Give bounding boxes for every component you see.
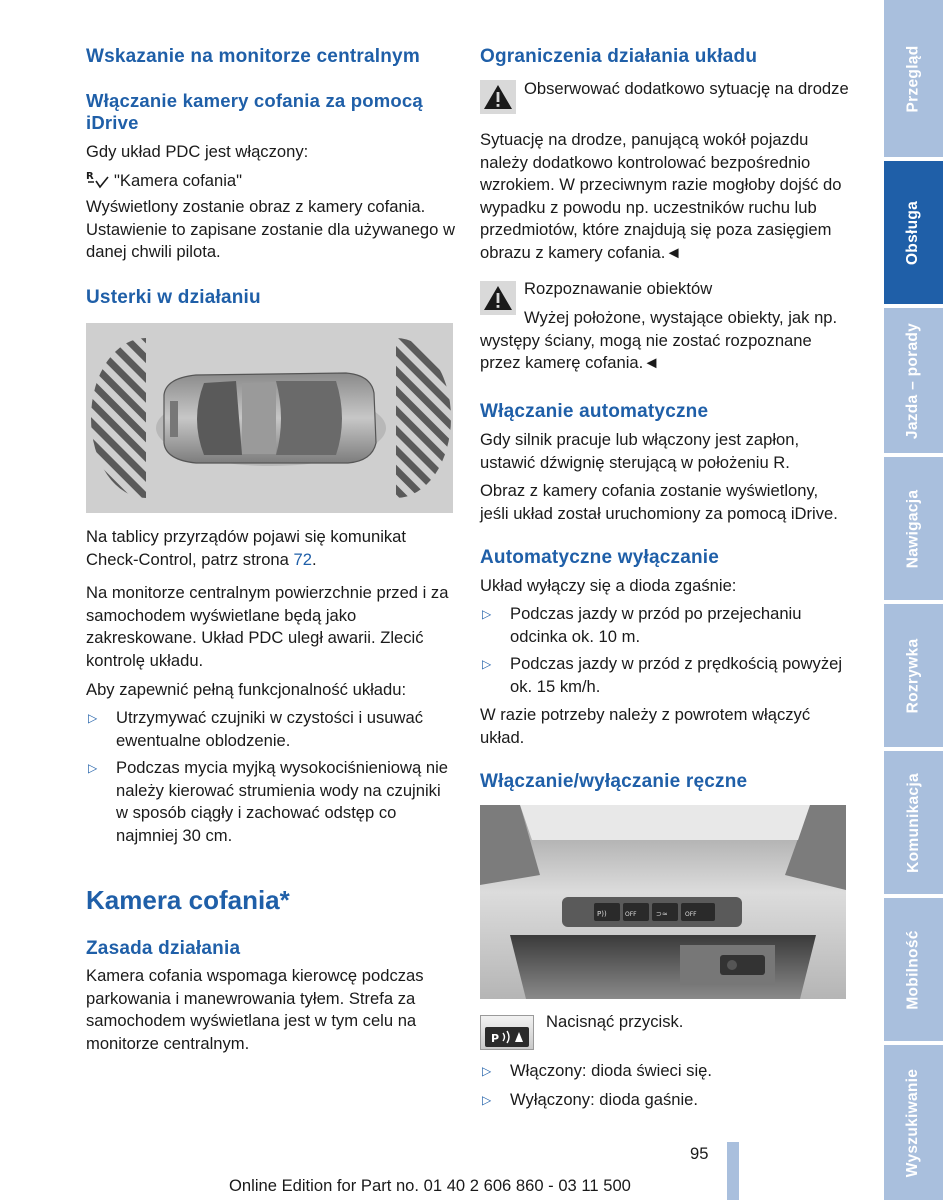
- list-item-text: Podczas jazdy w przód po przejechaniu odcinka ok. 10 m.: [510, 604, 802, 646]
- text-press: Nacisnąć przycisk.: [546, 1012, 684, 1031]
- tab-label: Komunikacja: [904, 772, 922, 873]
- text-auto-on: Gdy silnik pracuje lub włączony jest zapłon, ustawić dźwignię sterującą w położeniu R.: [480, 430, 800, 472]
- tab-przeglad[interactable]: [884, 0, 943, 157]
- menu-item-row: [86, 169, 456, 193]
- text-pdc-on: Gdy układ PDC jest włączony:: [86, 142, 309, 161]
- button-off-label: OFF: [625, 911, 637, 918]
- heading-manual: Włączanie/wyłączanie ręczne: [480, 771, 748, 792]
- text-hatched: Na monitorze centralnym powierzchnie przed i za samochodem wyświetlane będą jako zakreskowane. Układ PDC uległ awarii. Zlecić kontrolę układu.: [86, 583, 449, 670]
- list-item-text: Podczas mycia myjką wysokociśnieniową nie należy kierować strumienia wody na czujniki w sposób ciągły i zachować odstęp co najmniej 30 cm.: [116, 758, 449, 845]
- bullet-arrow-icon: ▷: [482, 657, 492, 671]
- list-item-text: Włączony: dioda świeci się.: [510, 1061, 712, 1080]
- cc-message-text: Na tablicy przyrządów pojawi się komunikat Check-Control, patrz strona: [86, 527, 407, 569]
- list-item: [480, 1060, 850, 1083]
- tab-label: Rozrywka: [904, 638, 922, 713]
- page-link[interactable]: 72: [293, 549, 312, 569]
- list-item-text: Wyłączony: dioda gaśnie.: [510, 1090, 699, 1109]
- svg-text:⊃≈: ⊃≈: [656, 910, 668, 918]
- tab-mobilnosc[interactable]: [884, 898, 943, 1041]
- chapter-sidebar: [884, 0, 943, 1200]
- button-off-label-2: OFF: [685, 911, 697, 918]
- tab-label: Mobilność: [904, 929, 922, 1010]
- heading-limits: Ograniczenia działania układu: [480, 46, 758, 67]
- bullet-arrow-icon: ▷: [482, 1064, 492, 1078]
- tab-komunikacja[interactable]: [884, 751, 943, 894]
- bullet-arrow-icon: ▷: [482, 607, 492, 621]
- list-item-text: Podczas jazdy w przód z prędkością powyżej ok. 15 km/h.: [510, 654, 843, 696]
- warning-body: Wyżej położone, wystające obiekty, jak np. występy ściany, mogą nie zostać rozpoznane przez kamerę cofania.◄: [480, 308, 838, 373]
- text-image-shown: Wyświetlony zostanie obraz z kamery cofania. Ustawienie to zapisane zostanie dla używanego w danej chwili pilota.: [86, 197, 455, 262]
- parking-sensor-icon: [485, 1027, 529, 1047]
- pdc-button[interactable]: [480, 1015, 534, 1050]
- heading-principle: Zasada działania: [86, 938, 241, 959]
- console-illustration: [480, 805, 846, 999]
- svg-text:P: P: [491, 1032, 500, 1045]
- list-item: [86, 707, 456, 752]
- pdc-fault-image: [86, 323, 453, 513]
- tab-obsluga[interactable]: [884, 161, 943, 304]
- page-number: 95: [690, 1144, 709, 1163]
- pdc-button-face: [485, 1027, 529, 1047]
- list-item-text: Utrzymywać czujniki w czystości i usuwać ewentualne oblodzenie.: [116, 708, 424, 750]
- heading-auto-off: Automatyczne wyłączanie: [480, 547, 720, 568]
- tab-label: Obsługa: [904, 200, 922, 265]
- warning-icon: [480, 80, 516, 114]
- text-reactivate: W razie potrzeby należy z powrotem włączyć układ.: [480, 705, 811, 747]
- svg-text:R: R: [86, 171, 94, 182]
- text-ensure: Aby zapewnić pełną funkcjonalność układu:: [86, 680, 407, 699]
- tab-label: Wyszukiwanie: [904, 1068, 922, 1177]
- bullet-arrow-icon: ▷: [482, 1093, 492, 1107]
- page-marker-bar: [727, 1142, 739, 1200]
- car-hatched-illustration: [86, 323, 453, 513]
- list-item: [86, 757, 456, 847]
- menu-item-label: "Kamera cofania": [114, 171, 243, 190]
- heading-auto-on: Włączanie automatyczne: [480, 401, 709, 422]
- tab-jazda-porady[interactable]: [884, 308, 943, 453]
- camera-menu-icon: [86, 169, 110, 189]
- footer-edition: Online Edition for Part no. 01 40 2 606 860 - 03 11 500: [229, 1176, 631, 1195]
- list-item: [480, 1089, 850, 1112]
- tab-label: Przegląd: [904, 44, 922, 113]
- console-photo: [480, 805, 846, 999]
- bullet-arrow-icon: ▷: [88, 711, 98, 725]
- warning-body: Sytuację na drodze, panującą wokół pojazdu należy dodatkowo kontrolować bezpośrednio wzrokiem. W przeciwnym razie mogłoby dojść do wypadku z powodu np. uczestników ruchu lub przedmiotów, które znajdują się poza zasięgiem obrazu z kamery cofania.◄: [480, 130, 842, 262]
- text-auto-off: Układ wyłączy się a dioda zgaśnie:: [480, 576, 737, 595]
- list-item: [480, 653, 850, 698]
- heading-central-display: Wskazanie na monitorze centralnym: [86, 46, 420, 67]
- svg-text:P)): P)): [597, 910, 607, 918]
- heading-faults: Usterki w działaniu: [86, 287, 261, 308]
- warning-title: Obserwować dodatkowo sytuację na drodze: [524, 79, 849, 98]
- text-cc-message: [86, 526, 456, 571]
- bullet-arrow-icon: ▷: [88, 761, 98, 775]
- text-principle: Kamera cofania wspomaga kierowcę podczas parkowania i manewrowania tyłem. Strefa za samochodem wyświetlana jest w tym celu na monitorze centralnym.: [86, 966, 424, 1053]
- warning-title: Rozpoznawanie obiektów: [524, 279, 713, 298]
- tab-nawigacja[interactable]: [884, 457, 943, 600]
- heading-idrive: Włączanie kamery cofania za pomocą iDrive: [86, 90, 423, 133]
- tab-label: Nawigacja: [904, 489, 922, 568]
- tab-wyszukiwanie[interactable]: [884, 1045, 943, 1200]
- tab-rozrywka[interactable]: [884, 604, 943, 747]
- tab-label: Jazda – porady: [904, 322, 922, 439]
- text-auto-on-2: Obraz z kamery cofania zostanie wyświetlony, jeśli układ został uruchomiony za pomocą iDrive.: [480, 481, 838, 523]
- heading-camera: Kamera cofania*: [86, 885, 290, 915]
- cc-message-end: .: [311, 549, 317, 569]
- list-item: [480, 603, 850, 648]
